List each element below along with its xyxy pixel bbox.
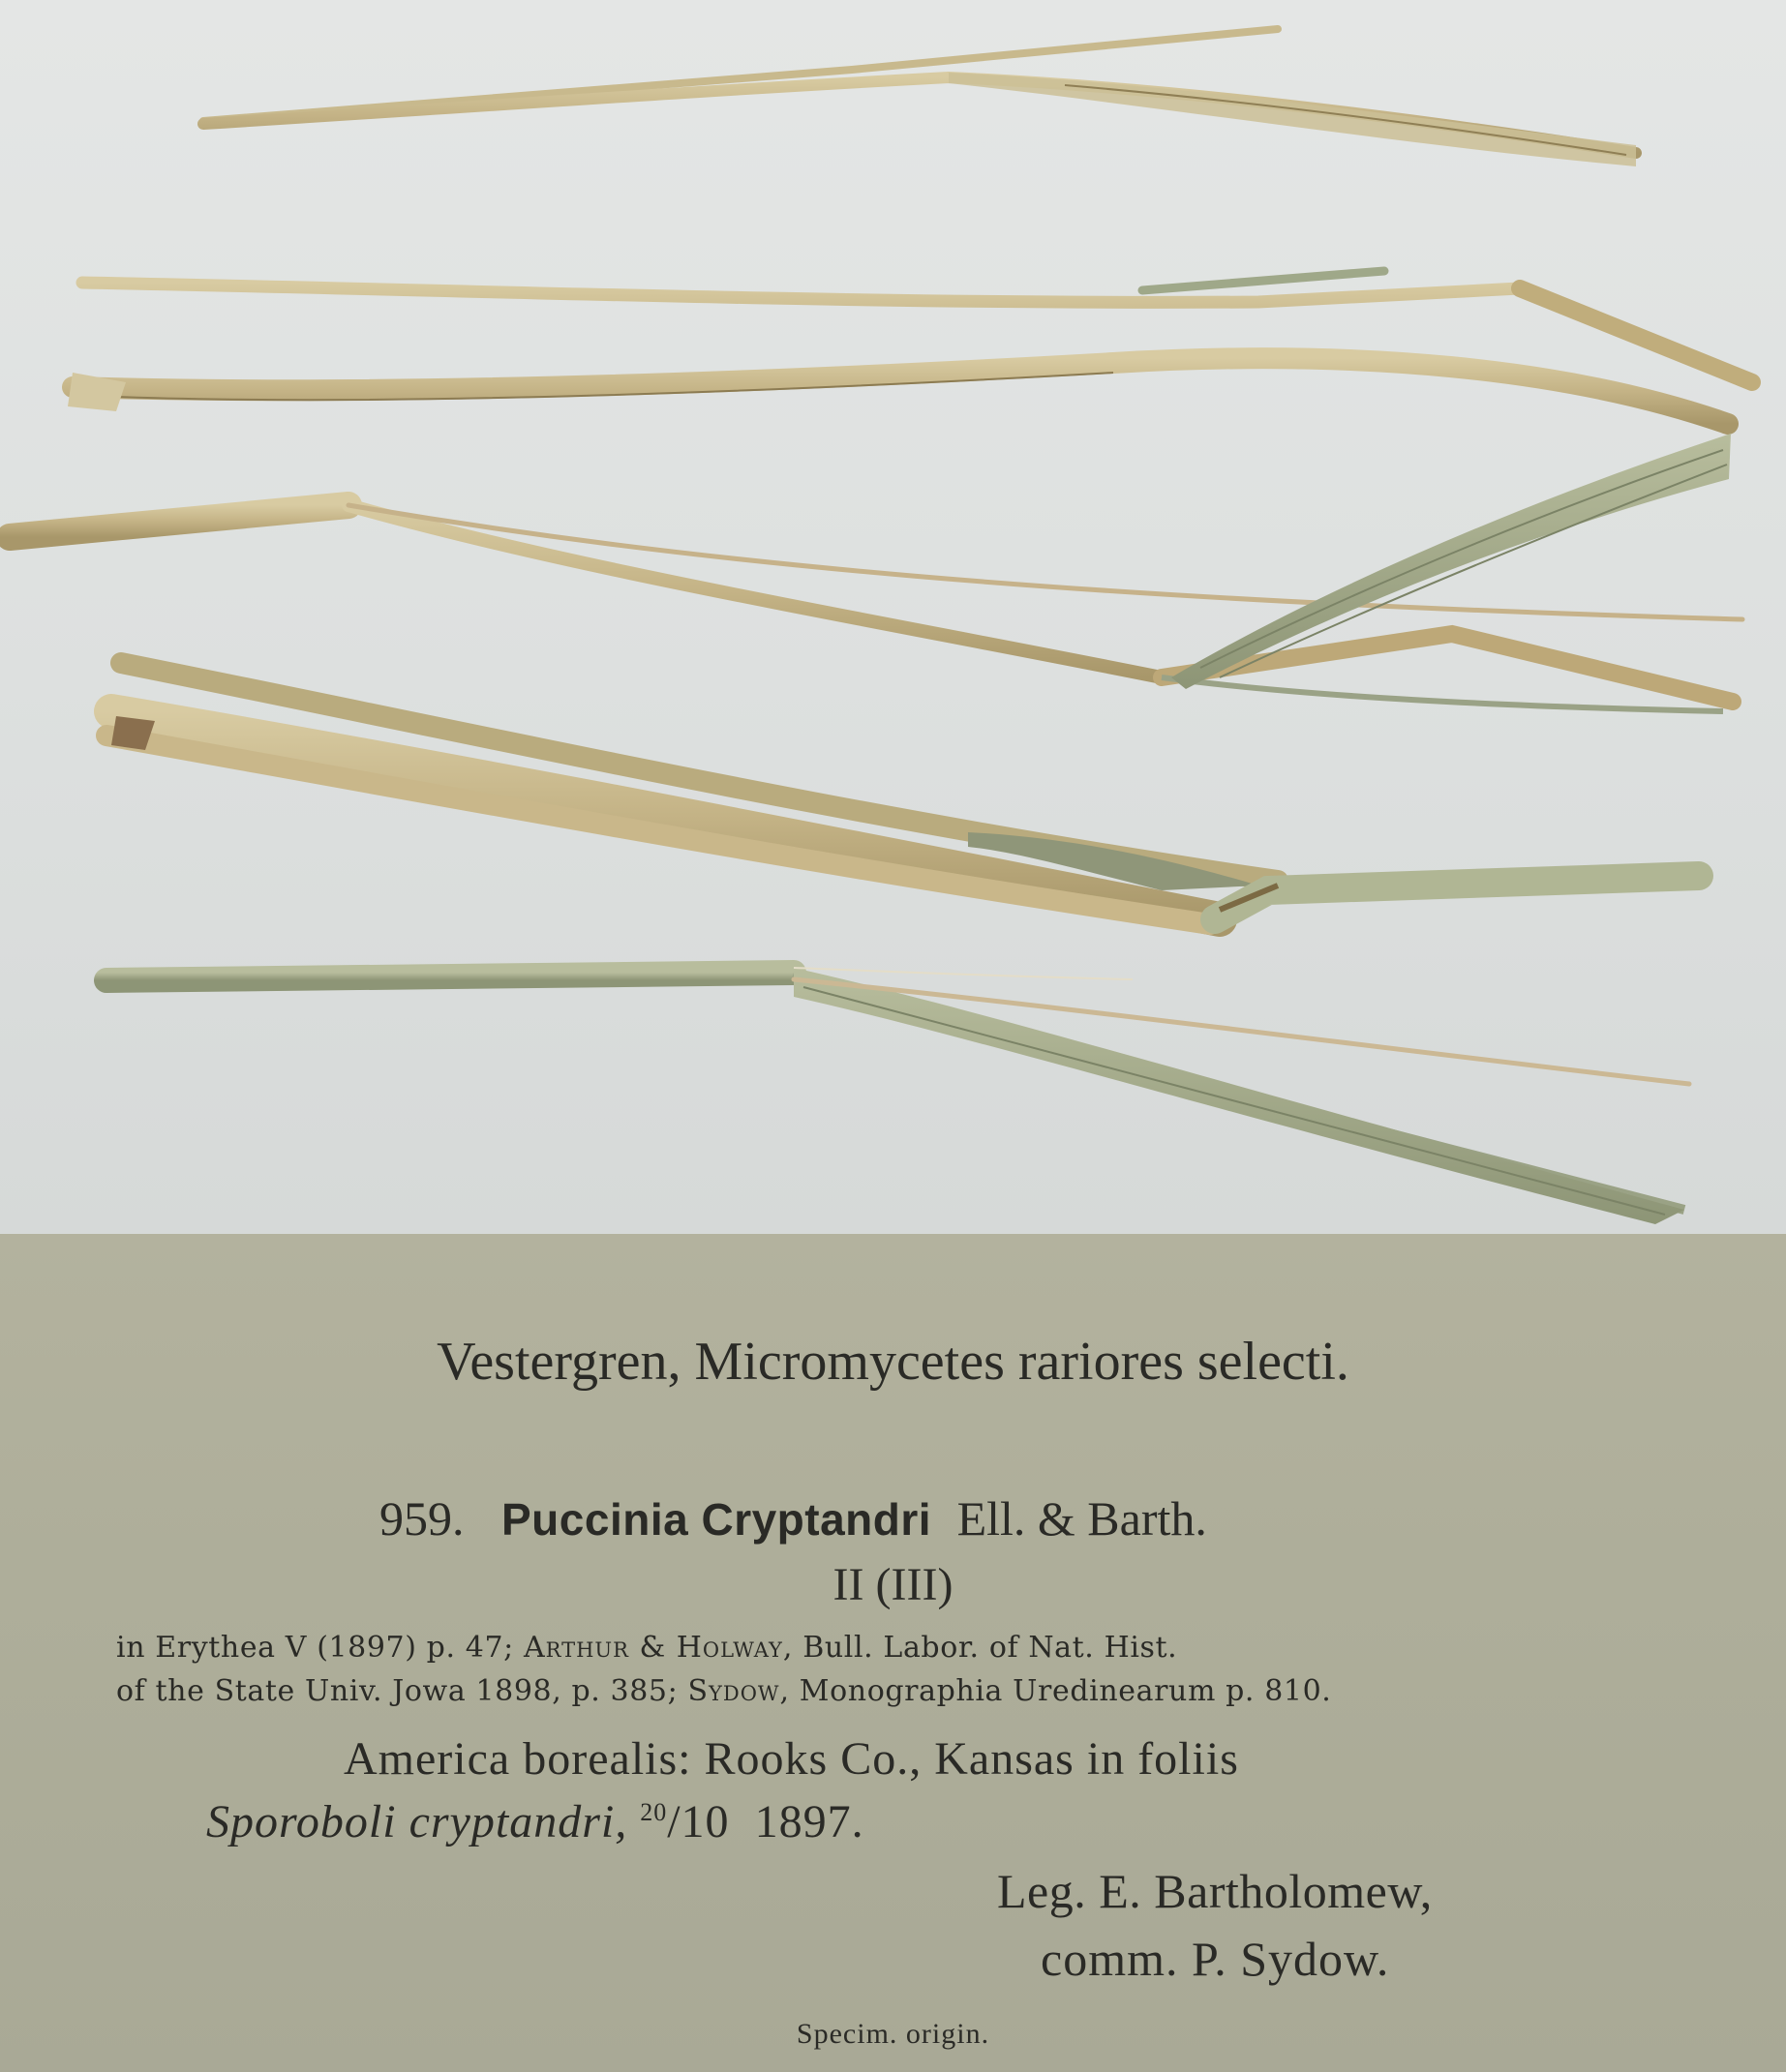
- collector: Leg. E. Bartholomew,: [997, 1864, 1433, 1918]
- reference-text: of the State Univ. Jowa 1898, p. 385;: [116, 1674, 688, 1708]
- specimen-stem-6: [106, 968, 1689, 1224]
- specimen-stem-1: [203, 29, 1636, 166]
- reference-text: , Monographia Uredinearum p. 810.: [779, 1674, 1332, 1708]
- collection-date-month: /10: [667, 1796, 730, 1847]
- host-and-date-line: [206, 1795, 864, 1848]
- series-title: Vestergren, Micromycetes rariores selecti.: [437, 1332, 1349, 1392]
- specimen-label: [0, 1234, 1786, 2072]
- specimen-stem-3: [68, 358, 1728, 424]
- species-name: Puccinia Cryptandri: [501, 1494, 932, 1545]
- collection-date-year: 1897.: [754, 1796, 864, 1847]
- reference-text: , Bull. Labor. of Nat. Hist.: [782, 1631, 1178, 1665]
- locality-line: America borealis: Rooks Co., Kansas in foliis: [344, 1733, 1239, 1785]
- specimen-origin-note: Specim. origin.: [796, 2018, 990, 2050]
- collection-date-day: 20: [640, 1798, 668, 1826]
- reference-line-2: [116, 1674, 1331, 1708]
- specimen-stem-4: [10, 434, 1742, 711]
- host-plant: Sporoboli cryptandri,: [206, 1796, 628, 1847]
- reference-authors: Arthur & Holway: [523, 1631, 783, 1665]
- reference-text: in Erythea V (1897) p. 47;: [116, 1631, 524, 1665]
- communicator: comm. P. Sydow.: [1041, 1932, 1390, 1986]
- specimen-number: 959.: [379, 1491, 465, 1546]
- species-authority: Ell. & Barth.: [956, 1491, 1207, 1546]
- specimen-entry-line: [379, 1490, 1207, 1546]
- reference-authors: Sydow: [687, 1674, 780, 1708]
- spore-stages: II (III): [832, 1559, 954, 1610]
- reference-line-1: [116, 1631, 1177, 1665]
